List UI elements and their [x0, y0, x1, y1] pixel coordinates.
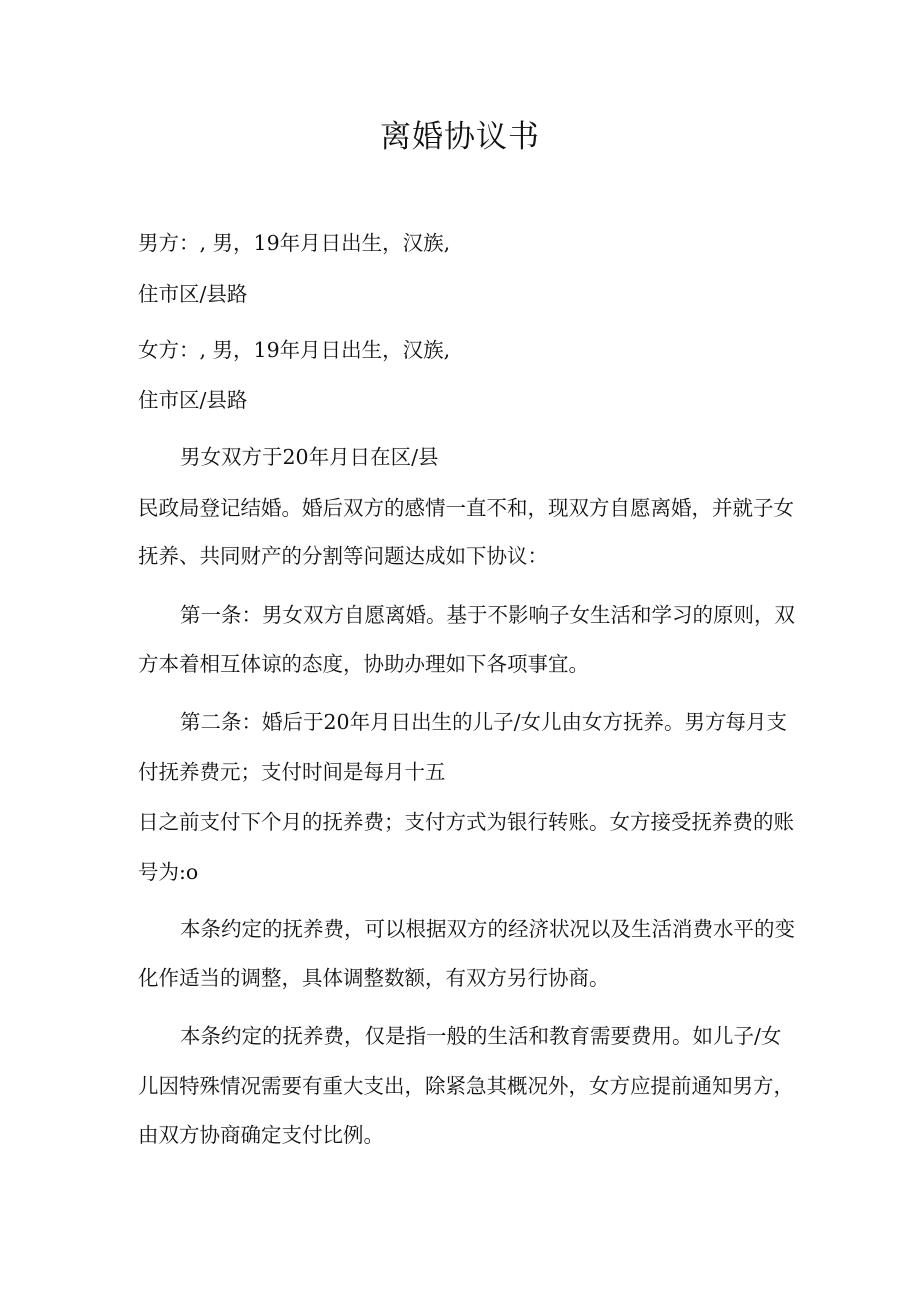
article-two-line: 第二条：婚后于20年月日出生的儿子/女儿由女方抚养。男方每月支 — [180, 710, 787, 734]
female-address-line: 住市区/县路 — [138, 388, 248, 412]
article-two-line: 付抚养费元；支付时间是每月十五 — [138, 760, 446, 784]
marriage-registration-line: 男女双方于20年月日在区/县 — [180, 445, 439, 469]
male-party-line: 男方：, 男，19年月日出生，汉族, — [138, 231, 451, 255]
male-address-line: 住市区/县路 — [138, 282, 248, 306]
article-one-line: 第一条：男女双方自愿离婚。基于不影响子女生活和学习的原则，双 — [180, 603, 795, 627]
support-adjustment-line: 本条约定的抚养费，可以根据双方的经济状况以及生活消费水平的变 — [180, 917, 795, 941]
support-scope-line: 本条约定的抚养费，仅是指一般的生活和教育需要费用。如儿子/女 — [180, 1024, 782, 1048]
support-scope-line: 由双方协商确定支付比例。 — [138, 1123, 384, 1147]
article-two-line: 号为:o — [138, 860, 199, 884]
article-two-line: 日之前支付下个月的抚养费；支付方式为银行转账。女方接受抚养费的账 — [138, 810, 794, 834]
female-party-line: 女方：, 男，19年月日出生，汉族, — [138, 338, 451, 362]
preamble-line: 民政局登记结婚。婚后双方的感情一直不和，现双方自愿离婚，并就子女 — [138, 496, 794, 520]
support-scope-line: 儿因特殊情况需要有重大支出，除紧急其概况外，女方应提前通知男方， — [138, 1074, 794, 1098]
support-adjustment-line: 化作适当的调整，具体调整数额，有双方另行协商。 — [138, 966, 610, 990]
article-one-line: 方本着相互体谅的态度，协助办理如下各项事宜。 — [138, 652, 589, 676]
preamble-line: 抚养、共同财产的分割等问题达成如下协议： — [138, 544, 548, 568]
document-title: 离婚协议书 — [380, 119, 540, 155]
